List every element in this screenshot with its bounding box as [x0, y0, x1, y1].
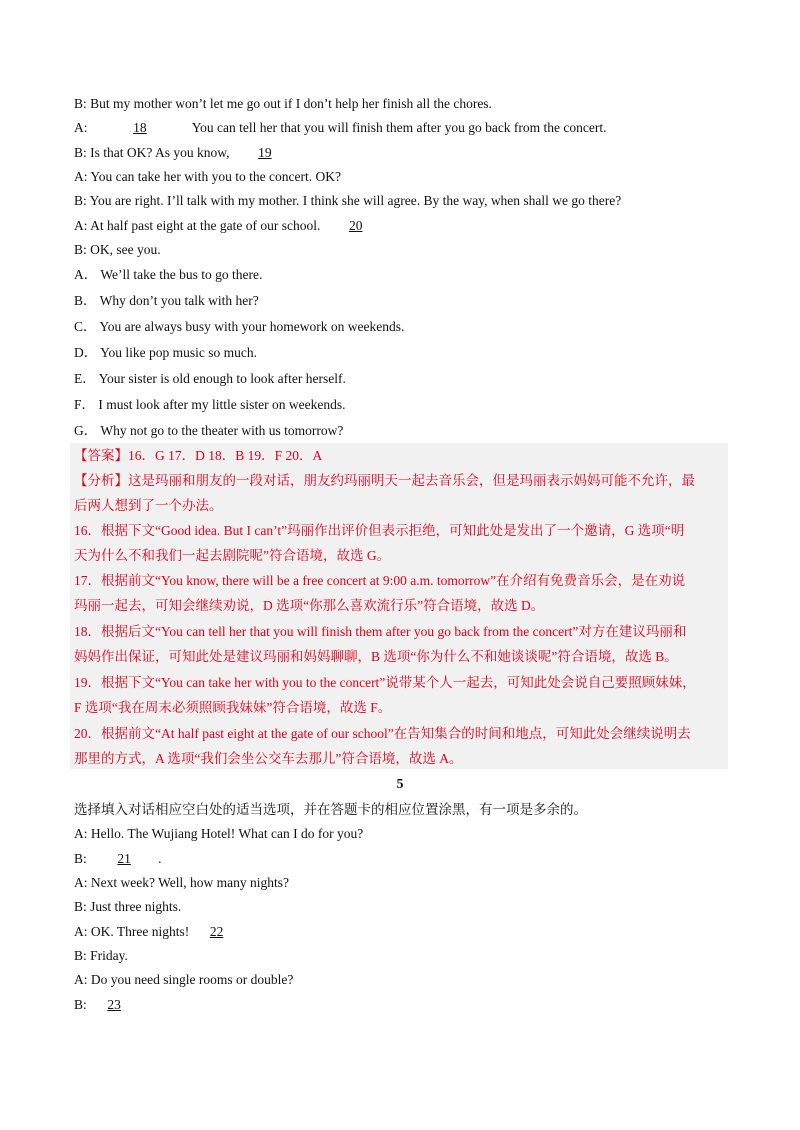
option-c: C． You are always busy with your homework on weekends. [74, 319, 405, 334]
analysis-line: 后两人想到了一个办法。 [74, 498, 223, 513]
analysis-line: 那里的方式，A 选项“我们会坐公交车去那儿”符合语境，故选 A。 [74, 751, 463, 766]
line-text: B: You are right. I’ll talk with my mother. I think she will agree. By the way, when shall we go there? [74, 193, 622, 208]
dialogue-line [74, 898, 181, 916]
dialogue-line [74, 241, 161, 259]
analysis-line: 17．根据前文“You know, there will be a free concert at 9:00 a.m. tomorrow”在介绍有免费音乐会，是在劝说 [74, 573, 686, 588]
line-text: A: At half past eight at the gate of our school. [74, 218, 324, 233]
option-e: E． Your sister is old enough to look after herself. [74, 371, 346, 386]
option-d: D． You like pop music so much. [74, 345, 258, 360]
analysis-line: 16．根据下文“Good idea. But I can’t”玛丽作出评价但表示拒绝，可知此处是发出了一个邀请，G 选项“明 [74, 523, 685, 538]
line-text: A: Do you need single rooms or double? [74, 972, 294, 987]
analysis-line: 20．根据前文“At half past eight at the gate of our school”在告知集合的时间和地点，可知此处会继续说明去 [74, 726, 691, 741]
line-text: A: You can take her with you to the concert. OK? [74, 169, 341, 184]
line-text: B: But my mother won’t let me go out if I don’t help her finish all the chores. [74, 96, 492, 111]
answer-key: 【答案】16．G 17．D 18．B 19．F 20．A [74, 448, 323, 463]
blank-22: 22 [209, 924, 224, 939]
dialogue-line [74, 874, 289, 892]
line-text: A: Hello. The Wujiang Hotel! What can I do for you? [74, 826, 364, 841]
dialogue-line [74, 119, 607, 137]
dialogue-line [74, 923, 241, 941]
line-text: A: OK. Three nights! [74, 924, 193, 939]
dialogue-line [74, 971, 293, 989]
analysis-line: 妈妈作出保证，可知此处是建议玛丽和妈妈聊聊，B 选项“你为什么不和她谈谈呢”符合语境，故选 B。 [74, 649, 678, 664]
option-b: B． Why don’t you talk with her? [74, 293, 259, 308]
line-text: B: Is that OK? As you know, [74, 145, 233, 160]
dialogue-line [74, 192, 621, 210]
section-instruction: 选择填入对话相应空白处的适当选项，并在答题卡的相应位置涂黑，有一项是多余的。 [74, 802, 587, 817]
dialogue-line [74, 217, 388, 235]
blank-21: 21 [117, 851, 131, 866]
line-text: B: Friday. [74, 948, 128, 963]
dialogue-line [74, 144, 297, 162]
blank-23: 23 [107, 997, 121, 1012]
line-text: B: OK, see you. [74, 242, 161, 257]
dialogue-line [74, 825, 363, 843]
analysis-line: 玛丽一起去，可知会继续劝说，D 选项“你那么喜欢流行乐”符合语境，故选 D。 [74, 598, 545, 613]
section-number: 5 [396, 777, 404, 792]
line-text: A: [74, 120, 91, 135]
blank-19: 19 [258, 145, 272, 160]
line-text: . [158, 851, 162, 866]
dialogue-line [74, 850, 162, 868]
analysis-line: 天为什么不和我们一起去剧院呢”符合语境，故选 G。 [74, 548, 391, 563]
line-text: You can tell her that you will finish them after you go back from the concert. [188, 120, 607, 135]
dialogue-line [74, 947, 128, 965]
dialogue-line [74, 95, 492, 113]
option-f: F． I must look after my little sister on weekends. [74, 397, 346, 412]
line-text: B: [74, 851, 91, 866]
option-a: A． We’ll take the bus to go there. [74, 267, 263, 282]
dialogue-line [74, 996, 138, 1014]
blank-20: 20 [348, 218, 363, 233]
line-text: B: [74, 997, 91, 1012]
analysis-line: 【分析】这是玛丽和朋友的一段对话，朋友约玛丽明天一起去音乐会，但是玛丽表示妈妈可能不允许，最 [74, 473, 695, 488]
line-text: A: Next week? Well, how many nights? [74, 875, 289, 890]
option-g: G． Why not go to the theater with us tomorrow? [74, 423, 344, 438]
analysis-line: F 选项“我在周末必须照顾我妹妹”符合语境，故选 F。 [74, 700, 392, 715]
line-text: B: Just three nights. [74, 899, 182, 914]
analysis-line: 19．根据下文“You can take her with you to the concert”说带某个人一起去，可知此处会说自己要照顾妹妹， [74, 675, 696, 690]
blank-18: 18 [133, 120, 147, 135]
analysis-line: 18．根据后文“You can tell her that you will finish them after you go back from the concert”对方在建议玛丽和 [74, 624, 687, 639]
dialogue-line [74, 168, 341, 186]
